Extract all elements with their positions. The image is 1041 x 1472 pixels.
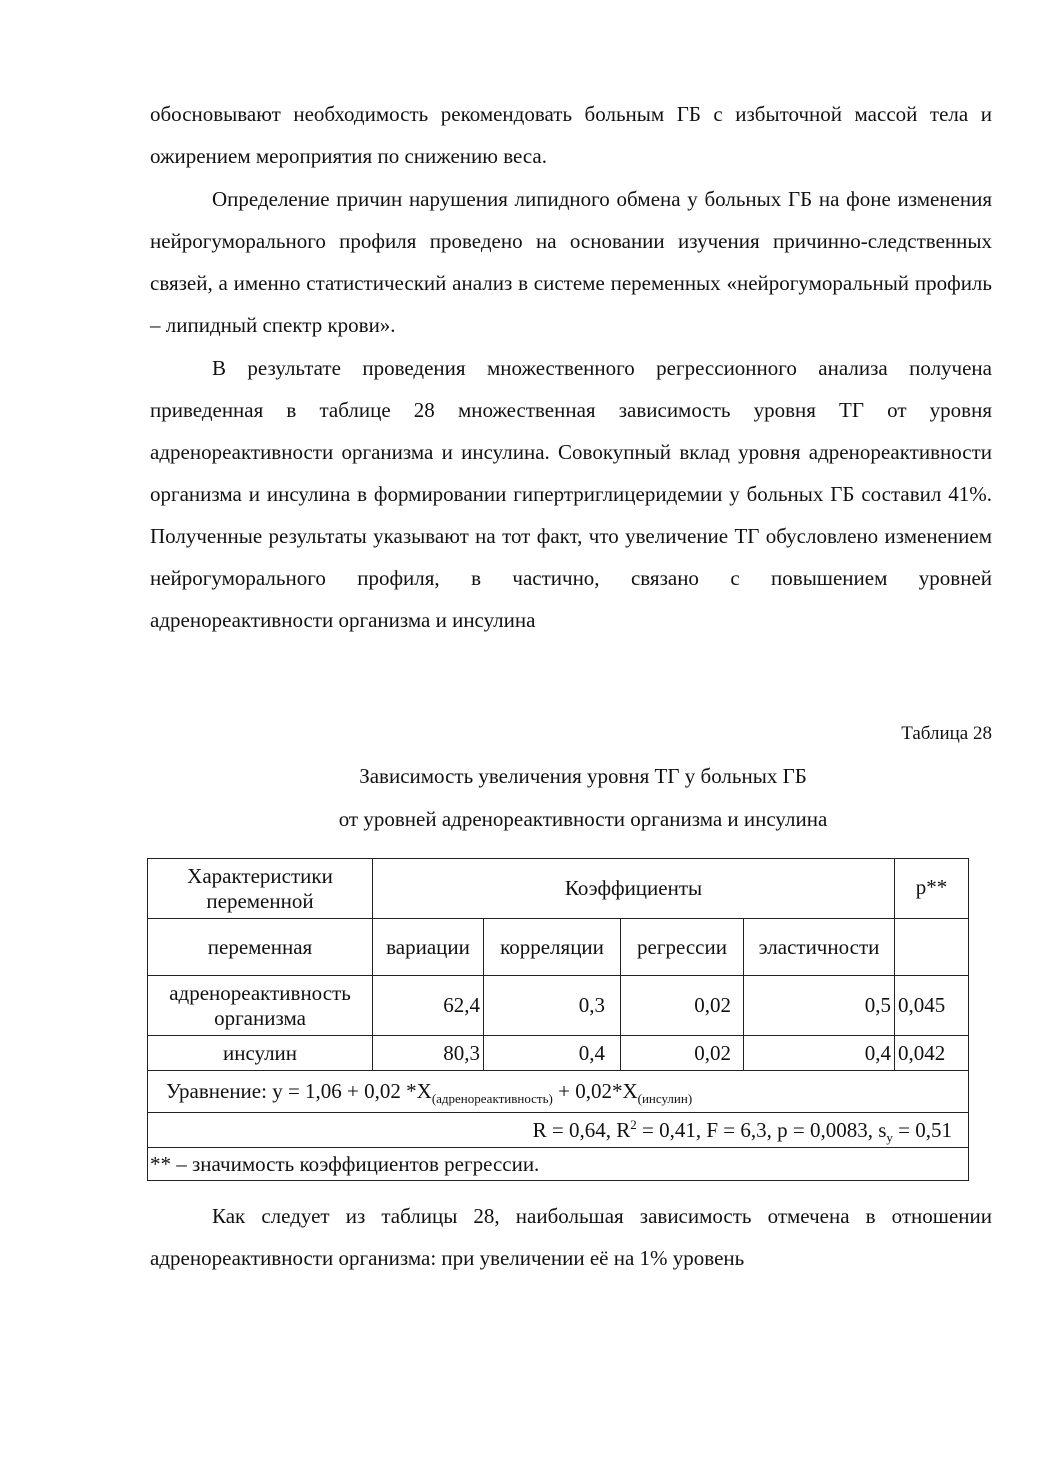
equation-middle: + 0,02*X bbox=[552, 1079, 638, 1103]
equation-cell bbox=[148, 1071, 969, 1113]
subheader-correlation: корреляции bbox=[484, 919, 621, 976]
row-variable: адренореактивность организма bbox=[148, 976, 373, 1036]
subheader-regression: регрессии bbox=[621, 919, 744, 976]
stats-rest: = 0,41, F = 6,3, p = 0,0083, s bbox=[636, 1117, 887, 1142]
footnote-cell: ** – значимость коэффициентов регрессии. bbox=[148, 1148, 969, 1181]
row-correlation: 0,4 bbox=[484, 1036, 621, 1071]
equation-subscript-1: (адренореактивность) bbox=[431, 1091, 553, 1107]
table-caption: Таблица 28 bbox=[901, 723, 992, 744]
equation-subscript-2: (инсулин) bbox=[637, 1091, 693, 1107]
table-row bbox=[148, 1036, 969, 1071]
stats-r2-exponent: 2 bbox=[630, 1116, 637, 1132]
table-title-line-1: Зависимость увеличения уровня ТГ у больных ГБ bbox=[359, 764, 807, 788]
table-header-row bbox=[148, 859, 969, 919]
row-regression: 0,02 bbox=[621, 976, 744, 1036]
paragraph-3: В результате проведения множественного регрессионного анализа получена приведенная в таблице 28 множественная зависимость уровня ТГ от уровня адренореактивности организма и инсулина. Совокупный вклад уровня адренореактивности организма и инсулина в формировании гипертриглицеридемии у больных ГБ составил 41%. Полученные результаты указывают на тот факт, что увеличение ТГ обусловлено изменением нейрогуморального профиля, в частично, связано с повышением уровней адренореактивности организма и инсулина bbox=[150, 356, 992, 632]
header-characteristics: Характеристики переменной bbox=[148, 859, 373, 919]
row-regression: 0,02 bbox=[621, 1036, 744, 1071]
subheader-p-empty bbox=[895, 919, 969, 976]
header-p: p** bbox=[895, 859, 969, 919]
footnote-row bbox=[148, 1148, 969, 1181]
stats-cell bbox=[148, 1113, 969, 1148]
equation-row bbox=[148, 1071, 969, 1113]
paragraph-2: Определение причин нарушения липидного обмена у больных ГБ на фоне изменения нейрогуморального профиля проведено на основании изучения причинно-следственных связей, а именно статистический анализ в системе переменных «нейрогуморальный профиль – липидный спектр крови». bbox=[150, 187, 992, 337]
subheader-elasticity: эластичности bbox=[744, 919, 895, 976]
row-variation: 80,3 bbox=[373, 1036, 484, 1071]
stats-s-value: = 0,51 bbox=[892, 1117, 953, 1142]
stats-s-subscript: y bbox=[886, 1129, 893, 1145]
subheader-variable: переменная bbox=[148, 919, 373, 976]
row-correlation: 0,3 bbox=[484, 976, 621, 1036]
table-subheader-row bbox=[148, 919, 969, 976]
table-row bbox=[148, 976, 969, 1036]
row-p: 0,045 bbox=[895, 976, 969, 1036]
paragraph-1: обосновывают необходимость рекомендовать больным ГБ с избыточной массой тела и ожирением мероприятия по снижению веса. bbox=[150, 102, 992, 168]
row-elasticity: 0,5 bbox=[744, 976, 895, 1036]
equation-prefix: Уравнение: y = 1,06 + 0,02 *X bbox=[166, 1079, 432, 1103]
stats-r: R = 0,64, R bbox=[532, 1117, 631, 1142]
row-p: 0,042 bbox=[895, 1036, 969, 1071]
regression-table bbox=[147, 858, 969, 1181]
stats-row bbox=[148, 1113, 969, 1148]
row-variable: инсулин bbox=[148, 1036, 373, 1071]
row-variation: 62,4 bbox=[373, 976, 484, 1036]
paragraph-4: Как следует из таблицы 28, наибольшая зависимость отмечена в отношении адренореактивности организма: при увеличении её на 1% уровень bbox=[150, 1204, 992, 1270]
row-elasticity: 0,4 bbox=[744, 1036, 895, 1071]
subheader-variation: вариации bbox=[373, 919, 484, 976]
table-title-line-2: от уровней адренореактивности организма и инсулина bbox=[338, 807, 828, 831]
header-coefficients: Коэффициенты bbox=[373, 859, 895, 919]
